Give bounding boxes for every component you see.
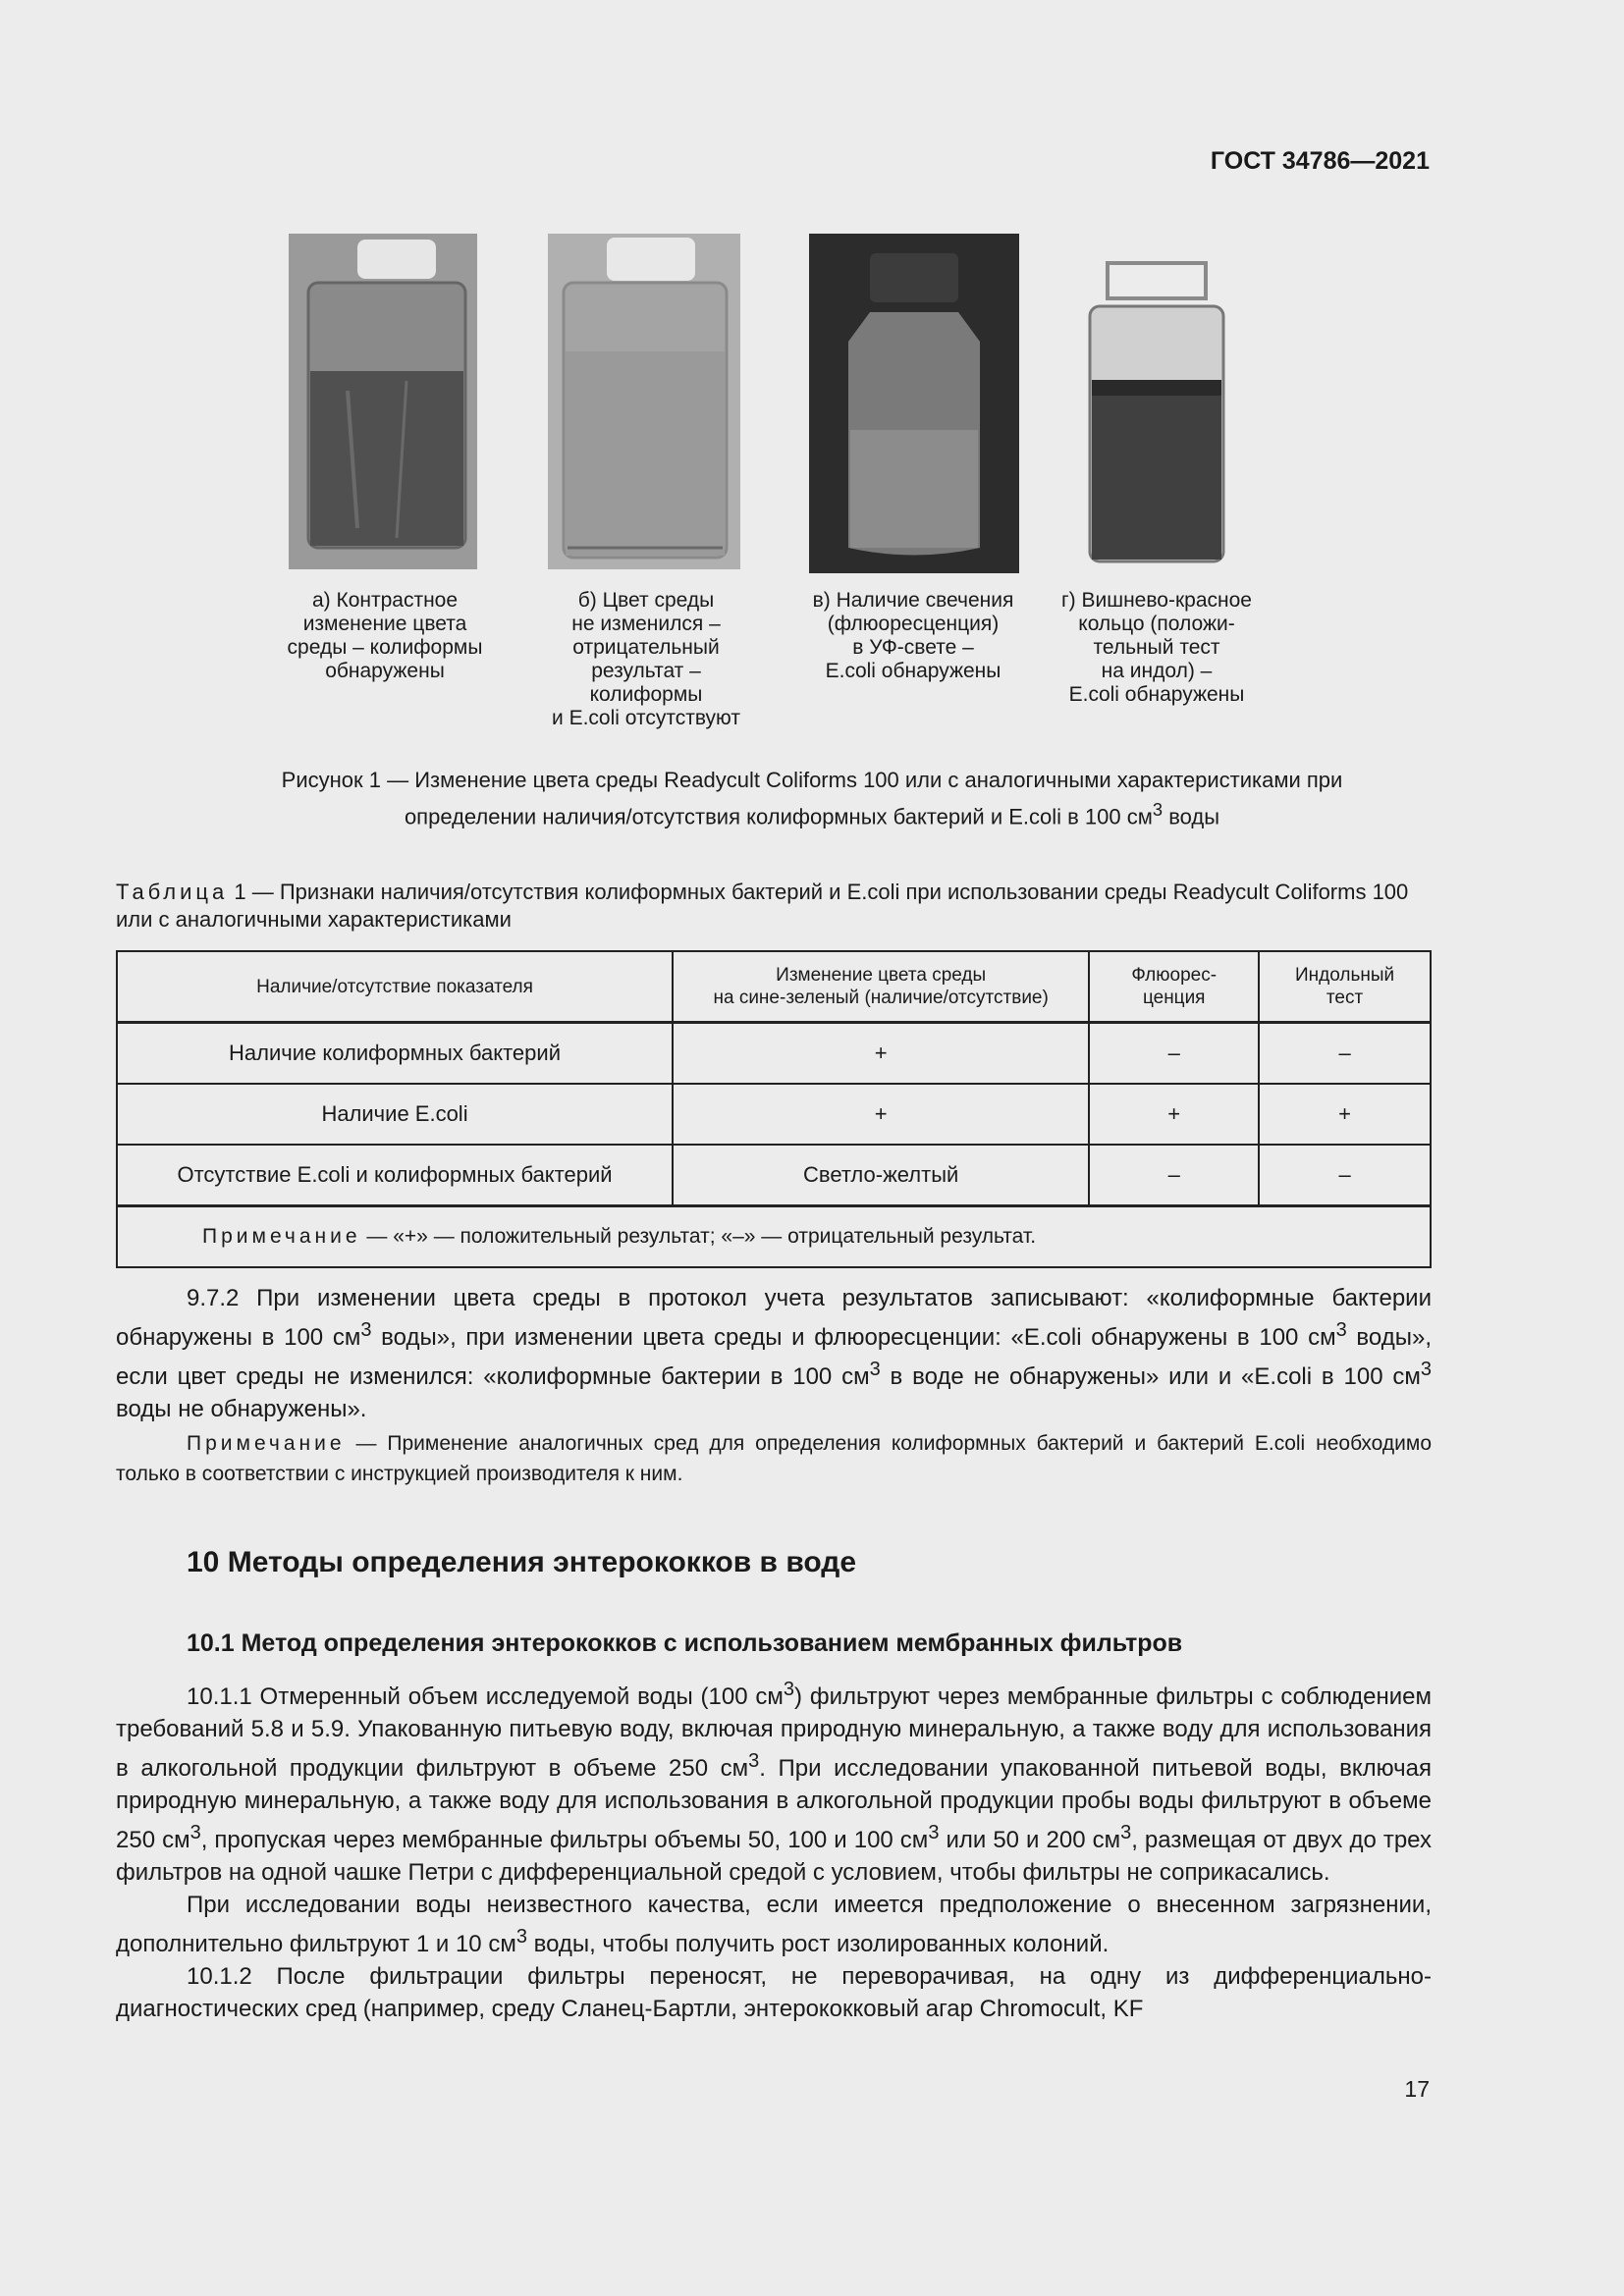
standard-code: ГОСТ 34786—2021 (1210, 147, 1430, 175)
caption-a: а) Контрастное изменение цвета среды – колиформы обнаружены (287, 589, 483, 682)
section-10-heading: 10 Методы определения энтерококков в воде (187, 1546, 857, 1578)
table-title: Таблица 1 — Признаки наличия/отсутствия колиформных бактерий и E.coli при использовании среды Readycult Coliforms 100 или с аналогичными характеристиками (116, 880, 1409, 932)
caption-c: в) Наличие свечения (флюоресценция) в УФ-свете – E.coli обнаружены (812, 589, 1014, 682)
table-header-row (117, 951, 1431, 1023)
header-indole-test: Индольный тест (1259, 951, 1431, 1023)
header-fluorescence: Флюорес- ценция (1089, 951, 1259, 1023)
results-table (116, 950, 1432, 1268)
table-note-row: Примечание — «+» — положительный результат; «–» — отрицательный результат. (117, 1206, 1431, 1268)
photo-vial-a (289, 234, 477, 569)
header-indicator: Наличие/отсутствие показателя (117, 951, 673, 1023)
paragraph-9-7-2: 9.7.2 При изменении цвета среды в протокол учета результатов записывают: «колиформные бактерии обнаружены в 100 $см^3$ воды», при изменении цвета среды и флюоресценции: «E.coli обнаружены в 100 $см^3$ воды», если цвет среды не изменился: «колиформные бактерии в 100 $см^3$ в воде не обнаружены» или и «E.coli в 100 $см^3$ воды не обнаружены». (116, 1285, 1433, 1422)
photo-vial-d (1076, 257, 1237, 569)
page-number: 17 (1404, 2076, 1430, 2102)
figure-title: Рисунок 1 — Изменение цвета среды Readycult Coliforms 100 или с аналогичными характеристиками при определении наличия/отсутствия колиформных бактерий и E.coli в 100 $см^3$ воды (281, 768, 1343, 829)
section-10-1-heading: 10.1 Метод определения энтерококков с использованием мембранных фильтров (187, 1629, 1183, 1657)
note-analog-media: Примечание — Применение аналогичных сред для определения колиформных бактерий и бактерий E.coli необходимо только в соответствии с инструкцией производителя к ним. (116, 1432, 1432, 1485)
table-row: Отсутствие E.coli и колиформных бактерий Светло-желтый – – (117, 1145, 1431, 1206)
table-row: Наличие E.coli + + + (117, 1084, 1431, 1145)
header-color-change: Изменение цвета среды на сине-зеленый (наличие/отсутствие) (673, 951, 1089, 1023)
table-label: Таблица (116, 880, 229, 904)
paragraph-10-1-1: 10.1.1 Отмеренный объем исследуемой воды (100 $см^3$) фильтруют через мембранные фильтры с соблюдением требований 5.8 и 5.9. Упакованную питьевую воду, включая природную минеральную, а также воду для использования в алкогольной продукции фильтруют в объеме 250 $см^3$. При исследовании упакованной питьевой воды, включая природную минеральную, а также воду для использования в алкогольной продукции пробы воды фильтруют в объеме 250 $см^3$, пропуская через мембранные фильтры объемы 50, 100 и 100 $см^3$ или 50 и 200 $см^3$, размещая от двух до трех фильтров на одной чашке Петри с дифференциальной средой с условием, чтобы фильтры не соприкасались. При исследовании воды неизвестного качества, если имеется предположение о внесенном загрязнении, дополнительно фильтруют 1 и 10 $см^3$ воды, чтобы получить рост изолированных колоний. 10.1.2 После фильтрации фильтры переносят, не переворачивая, на одну из дифференциально-диагностических сред (например, среду Сланец-Бартли, энтерококковый агар Chromocult, KF (116, 1674, 1432, 2025)
caption-b: б) Цвет среды не изменился – отрицательный результат – колиформы и E.coli отсутствуют (552, 589, 740, 729)
caption-d: г) Вишнево-красное кольцо (положи- тельный тест на индол) – E.coli обнаружены (1061, 589, 1252, 706)
photo-vial-b (548, 234, 740, 569)
table-row: Наличие колиформных бактерий + – – (117, 1023, 1431, 1085)
photo-vial-c (809, 234, 1019, 573)
paragraph-10-1-2: 10.1.2 После фильтрации фильтры переносят, не переворачивая, на одну из дифференциально-диагностических сред (например, среду Сланец-Бартли, энтерококковый агар Chromocult, KF (116, 1963, 1432, 2022)
